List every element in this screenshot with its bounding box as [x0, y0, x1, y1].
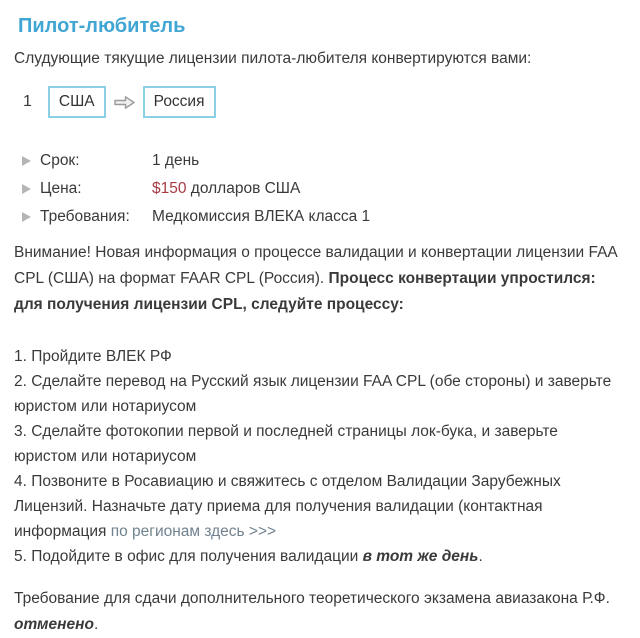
step-item-3: 3. Сделайте фотокопии первой и последней страницы лок-бука, и заверьте юристом или нотариусом	[14, 423, 558, 465]
spec-value-requirements: Медкомиссия ВЛЕКА класса 1	[152, 208, 371, 225]
triangle-bullet-icon	[22, 212, 31, 222]
step5-period: .	[478, 548, 483, 565]
spec-row-price	[22, 180, 620, 198]
footer-period: .	[93, 616, 99, 633]
spec-label-price: Цена:	[40, 180, 82, 197]
step-item-1: 1. Пройдите ВЛЕК РФ	[14, 348, 172, 365]
country-from-button[interactable]: США	[48, 86, 106, 118]
step-item-4	[14, 469, 620, 544]
step4-text: 4. Позвоните в Росавиацию и свяжитесь с отделом Валидации Зарубежных Лицензий. Назначьте дату приема для получения валидации (контактная информация	[14, 473, 561, 540]
step5-text: 5. Подойдите в офис для получения валидации	[14, 548, 363, 565]
intro-text: Слудующие тякущие лицензии пилота-любителя конвертируются вами:	[14, 50, 532, 67]
conversion-row	[23, 86, 620, 118]
footer-emphasis: отменено	[14, 616, 94, 633]
spec-row-term	[22, 152, 620, 170]
footer-text: Требование для сдачи дополнительного теоретического экзамена авиазакона Р.Ф.	[14, 590, 610, 607]
spec-list	[22, 152, 620, 226]
page-title: Пилот-любитель	[18, 15, 186, 37]
steps-list	[14, 344, 620, 569]
spec-label-term: Срок:	[40, 152, 80, 169]
spec-row-requirements	[22, 208, 620, 226]
right-arrow-icon	[113, 95, 136, 110]
notice-paragraph	[14, 240, 620, 318]
row-number: 1	[23, 93, 32, 110]
step-item-2: 2. Сделайте перевод на Русский язык лицензии FAA CPL (обе стороны) и заверьте юристом или нотариусом	[14, 373, 612, 415]
regions-link[interactable]: по регионам здесь >>>	[110, 523, 277, 540]
triangle-bullet-icon	[22, 156, 31, 166]
step5-emphasis: в тот же день	[362, 548, 479, 565]
spec-label-requirements: Требования:	[40, 208, 130, 225]
footer-note	[14, 586, 620, 638]
notice-bold-text: Процесс конвертации упростился: для получения лицензии CPL, следуйте процессу:	[14, 270, 596, 313]
triangle-bullet-icon	[22, 184, 31, 194]
country-to-button[interactable]: Россия	[143, 86, 216, 118]
notice-normal-text: Внимание! Новая информация о процессе валидации и конвертации лицензии FAA CPL (США) на формат FAAR CPL (Россия).	[14, 244, 617, 287]
spec-value-price	[152, 180, 300, 198]
spec-value-term: 1 день	[152, 152, 200, 169]
step-item-5	[14, 544, 620, 569]
price-currency: долларов США	[186, 180, 301, 197]
price-amount: $150	[152, 180, 187, 197]
